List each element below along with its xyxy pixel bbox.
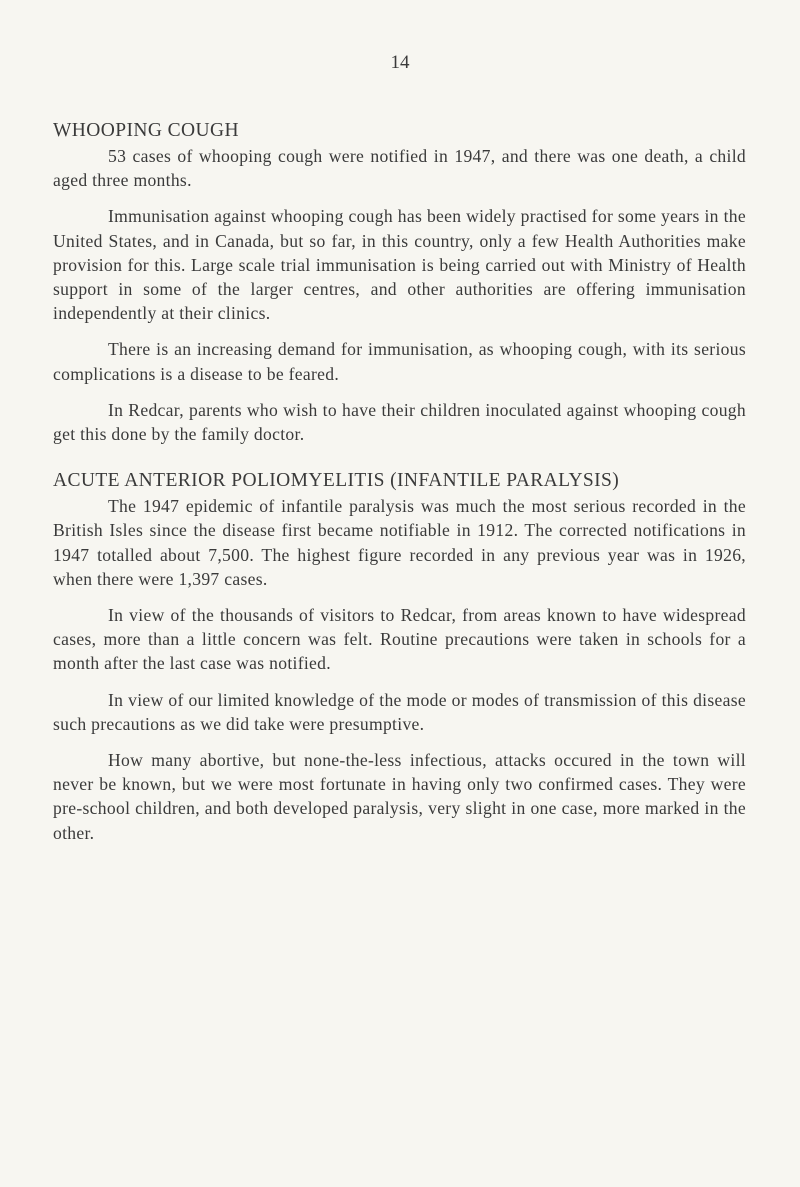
paragraph: 53 cases of whooping cough were notified in 1947, and there was one death, a child aged three months. [53,146,746,191]
paragraph: How many abortive, but none-the-less infectious, attacks occured in the town will never be known, but we were most fortunate in having only two confirmed cases. They were pre-school children, and both developed paralysis, very slight in one case, more marked in the other. [53,750,746,843]
paragraph: In view of our limited knowledge of the mode or modes of transmission of this disease such precautions as we did take were presumptive. [53,689,746,734]
section-poliomyelitis [53,468,746,845]
section-heading: ACUTE ANTERIOR POLIOMYELITIS (INFANTILE PARALYSIS) [53,470,620,492]
section-heading: WHOOPING COUGH [53,120,239,141]
page-number: 14 [390,52,410,73]
document-body [53,118,746,845]
paragraph: In Redcar, parents who wish to have their children inoculated against whooping cough get this done by the family doctor. [53,399,746,445]
paragraph: There is an increasing demand for immunisation, as whooping cough, with its serious complications is a disease to be feared. [53,339,746,384]
section-whooping-cough [53,118,746,446]
paragraph: Immunisation against whooping cough has been widely practised for some years in the United States, and in Canada, but so far, in this country, only a few Health Authorities make provision for this. Large scale trial immunisation is being carried out with Ministry of Health support in some of the larger centres, and other authorities are offering immunisation independently at their clinics. [53,206,746,324]
paragraph: The 1947 epidemic of infantile paralysis was much the most serious recorded in the British Isles since the disease first became notifiable in 1912. The corrected notifications in 1947 totalled about 7,500. The highest figure recorded in any previous year was in 1926, when there were 1,397 cases. [53,496,746,589]
paragraph: In view of the thousands of visitors to Redcar, from areas known to have widespread cases, more than a little concern was felt. Routine precautions were taken in schools for a month after the last case was notified. [53,605,746,674]
